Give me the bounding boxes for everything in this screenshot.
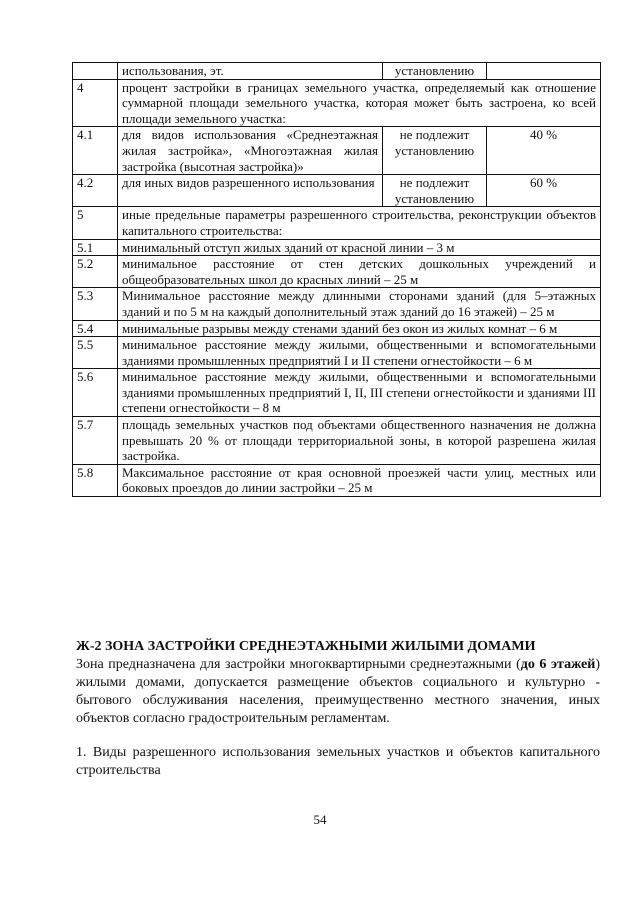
table-row bbox=[73, 256, 601, 288]
row-number: 5.6 bbox=[73, 369, 118, 417]
row-value bbox=[487, 63, 601, 80]
section-heading: Ж-2 ЗОНА ЗАСТРОЙКИ СРЕДНЕЭТАЖНЫМИ ЖИЛЫМИ ДОМАМИ bbox=[76, 639, 536, 654]
row-number: 5.3 bbox=[73, 288, 118, 320]
row-text: минимальное расстояние от стен детских дошкольных учреждений и общеобразовательных школ до красных линий – 25 м bbox=[118, 256, 601, 288]
zone-description-start: Зона предназначена для застройки многоквартирными среднеэтажными ( bbox=[76, 657, 521, 672]
parameters-table bbox=[72, 62, 601, 497]
row-text: Минимальное расстояние между длинными сторонами зданий (для 5–этажных зданий и по 5 м на каждый дополнительный этаж зданий до 16 этажей) – 25 м bbox=[118, 288, 601, 320]
row-text: использования, эт. bbox=[118, 63, 383, 80]
zone-description bbox=[76, 656, 600, 728]
table-row bbox=[73, 288, 601, 320]
row-status: установлению bbox=[383, 63, 487, 80]
subsection-title: 1. Виды разрешенного использования земельных участков и объектов капитального строительства bbox=[76, 745, 600, 778]
row-number: 5 bbox=[73, 207, 118, 239]
table-row bbox=[73, 175, 601, 207]
table-row bbox=[73, 239, 601, 256]
row-value: 60 % bbox=[487, 175, 601, 207]
row-number bbox=[73, 63, 118, 80]
table-row bbox=[73, 63, 601, 80]
table-row bbox=[73, 337, 601, 369]
row-text: иные предельные параметры разрешенного строительства, реконструкции объектов капитального строительства: bbox=[118, 207, 601, 239]
row-number: 4.1 bbox=[73, 127, 118, 175]
row-number: 5.4 bbox=[73, 320, 118, 337]
row-number: 5.1 bbox=[73, 239, 118, 256]
table-row bbox=[73, 207, 601, 239]
row-text: минимальное расстояние между жилыми, общественными и вспомогательными зданиями промышленных предприятий I, II, III степени огнестойкости и зданиями III степени огнестойкости – 8 м bbox=[118, 369, 601, 417]
row-status: не подлежит установлению bbox=[383, 127, 487, 175]
zone-description-emphasis: до 6 этажей bbox=[520, 657, 596, 672]
row-text: минимальное расстояние между жилыми, общественными и вспомогательными зданиями промышленных предприятий I и II степени огнестойкости – 6 м bbox=[118, 337, 601, 369]
table-row bbox=[73, 369, 601, 417]
table-row bbox=[73, 127, 601, 175]
row-text: Максимальное расстояние от края основной проезжей части улиц, местных или боковых проездов до линии застройки – 25 м bbox=[118, 464, 601, 496]
row-text: для иных видов разрешенного использования bbox=[118, 175, 383, 207]
row-text: процент застройки в границах земельного участка, определяемый как отношение суммарной площади земельного участка, которая может быть застроена, ко всей площади земельного участка: bbox=[118, 79, 601, 127]
row-number: 4 bbox=[73, 79, 118, 127]
row-text: площадь земельных участков под объектами общественного назначения не должна превышать 20 % от площади территориальной зоны, в которой разрешена жилая застройка. bbox=[118, 417, 601, 465]
zone-description-end: ) жилыми домами, допускается размещение объектов социального и культурно - бытового обслуживания населения, преимущественно местного значения, иных объектов согласно градостроительным регламентам. bbox=[76, 657, 600, 726]
row-text: для видов использования «Среднеэтажная жилая застройка», «Многоэтажная жилая застройка (высотная застройка)» bbox=[118, 127, 383, 175]
row-text: минимальный отступ жилых зданий от красной линии – 3 м bbox=[118, 239, 601, 256]
row-number: 5.5 bbox=[73, 337, 118, 369]
table-row bbox=[73, 417, 601, 465]
row-value: 40 % bbox=[487, 127, 601, 175]
table-row bbox=[73, 79, 601, 127]
page-number: 54 bbox=[313, 812, 327, 827]
row-number: 5.7 bbox=[73, 417, 118, 465]
row-status: не подлежит установлению bbox=[383, 175, 487, 207]
table-row bbox=[73, 320, 601, 337]
table-row bbox=[73, 464, 601, 496]
row-text: минимальные разрывы между стенами зданий без окон из жилых комнат – 6 м bbox=[118, 320, 601, 337]
row-number: 5.8 bbox=[73, 464, 118, 496]
row-number: 4.2 bbox=[73, 175, 118, 207]
row-number: 5.2 bbox=[73, 256, 118, 288]
